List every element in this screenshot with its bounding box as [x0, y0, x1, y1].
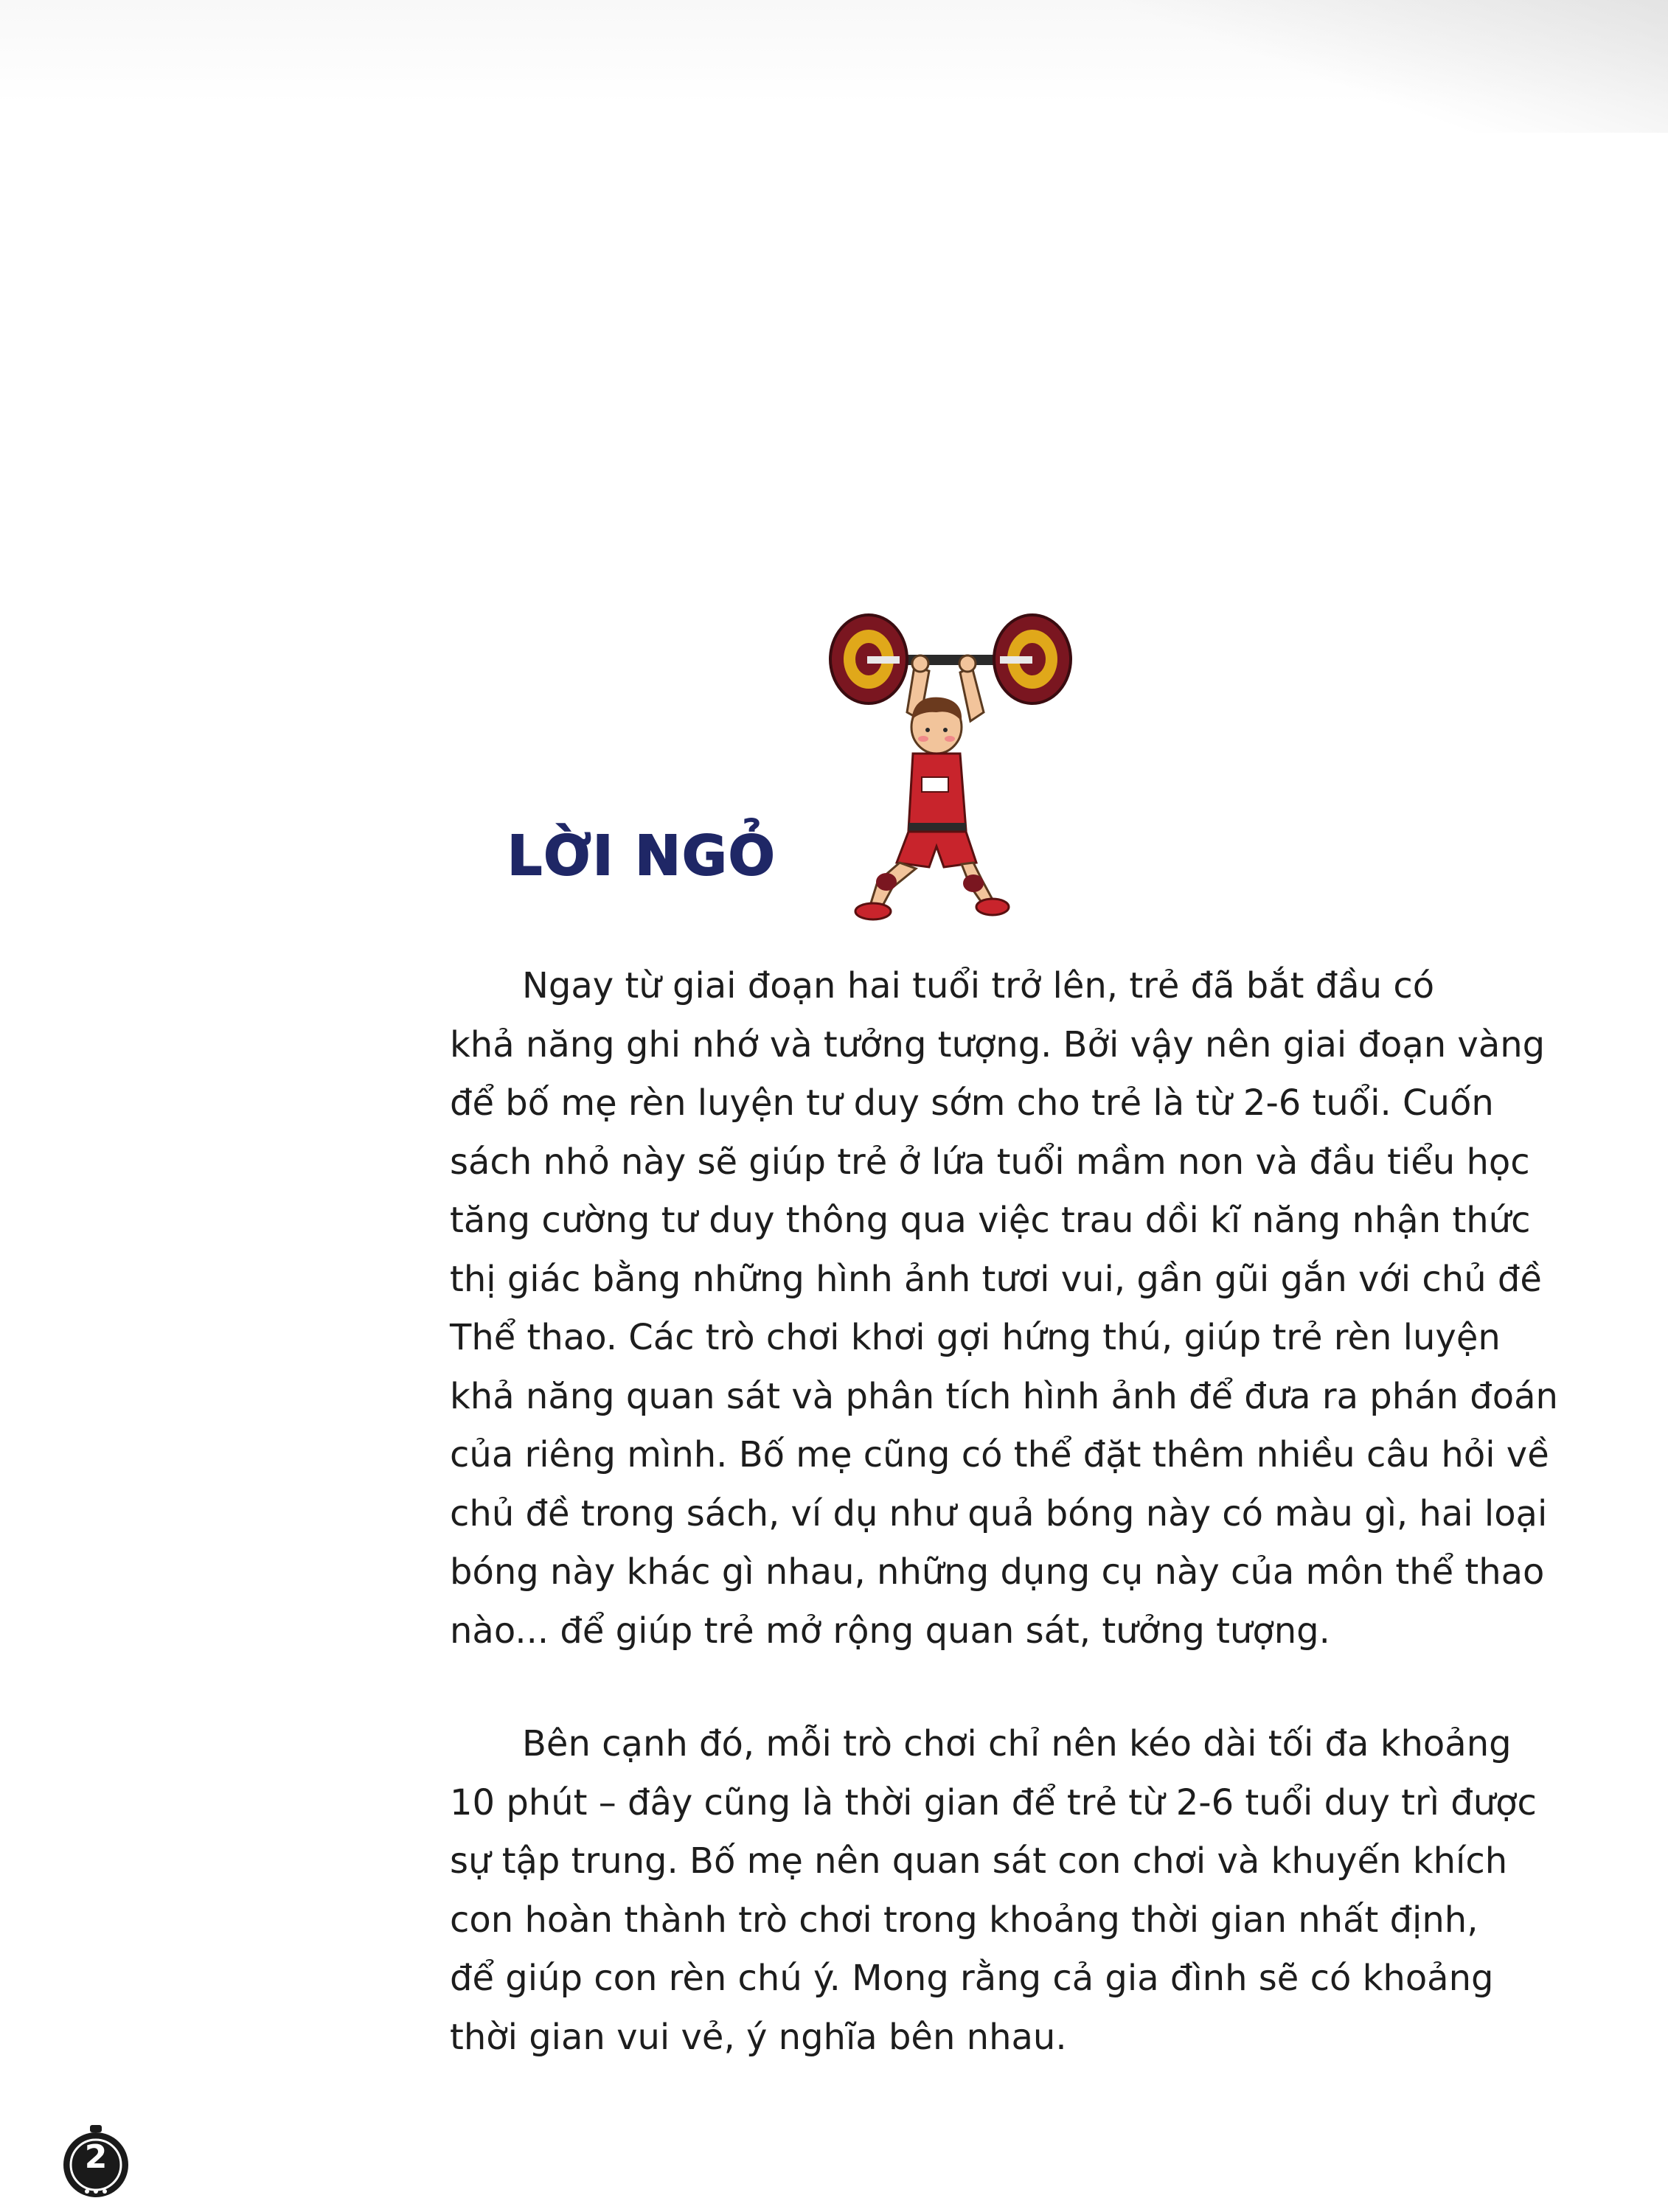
text-line: khả năng ghi nhớ và tưởng tượng. Bởi vậy nên giai đoạn vàng — [450, 1023, 1546, 1065]
text-line: để bố mẹ rèn luyện tư duy sớm cho trẻ là từ 2-6 tuổi. Cuốn — [450, 1082, 1494, 1124]
text-line: tăng cường tư duy thông qua việc trau dồi kĩ năng nhận thức — [450, 1200, 1531, 1241]
text-line: sách nhỏ này sẽ giúp trẻ ở lứa tuổi mầm non và đầu tiểu học — [450, 1141, 1530, 1183]
page-number: 2 — [84, 2138, 108, 2176]
weightlifter-icon — [826, 609, 1077, 926]
page-title: LỜI NGỎ — [507, 824, 776, 888]
text-line: khả năng quan sát và phân tích hình ảnh để đưa ra phán đoán — [450, 1375, 1558, 1417]
text-line: 10 phút – đây cũng là thời gian để trẻ từ 2-6 tuổi duy trì được — [450, 1781, 1537, 1823]
text-line: chủ đề trong sách, ví dụ như quả bóng này có màu gì, hai loại — [450, 1492, 1548, 1534]
text-line: thị giác bằng những hình ảnh tươi vui, gần gũi gắn với chủ đề — [450, 1258, 1542, 1300]
text-line: của riêng mình. Bố mẹ cũng có thể đặt thêm nhiều câu hỏi về — [450, 1434, 1549, 1475]
text-line: bóng này khác gì nhau, những dụng cụ này của môn thể thao — [450, 1551, 1545, 1593]
text-line: Bên cạnh đó, mỗi trò chơi chỉ nên kéo dài tối đa khoảng — [522, 1723, 1512, 1764]
text-line: để giúp con rèn chú ý. Mong rằng cả gia đình sẽ có khoảng — [450, 1958, 1494, 1999]
text-line: nào... để giúp trẻ mở rộng quan sát, tưởng tượng. — [450, 1610, 1330, 1652]
page-corner-shadow — [1004, 0, 1668, 133]
text-line: thời gian vui vẻ, ý nghĩa bên nhau. — [450, 2016, 1067, 2058]
intro-paragraph-2 — [450, 1715, 1600, 2067]
text-line: con hoàn thành trò chơi trong khoảng thời gian nhất định, — [450, 1899, 1478, 1941]
text-line: sự tập trung. Bố mẹ nên quan sát con chơi và khuyến khích — [450, 1840, 1508, 1882]
text-line: Ngay từ giai đoạn hai tuổi trở lên, trẻ đã bắt đầu có — [522, 965, 1435, 1006]
text-line: Thể thao. Các trò chơi khơi gợi hứng thú, giúp trẻ rèn luyện — [450, 1317, 1501, 1358]
intro-paragraph-1 — [450, 957, 1600, 1660]
